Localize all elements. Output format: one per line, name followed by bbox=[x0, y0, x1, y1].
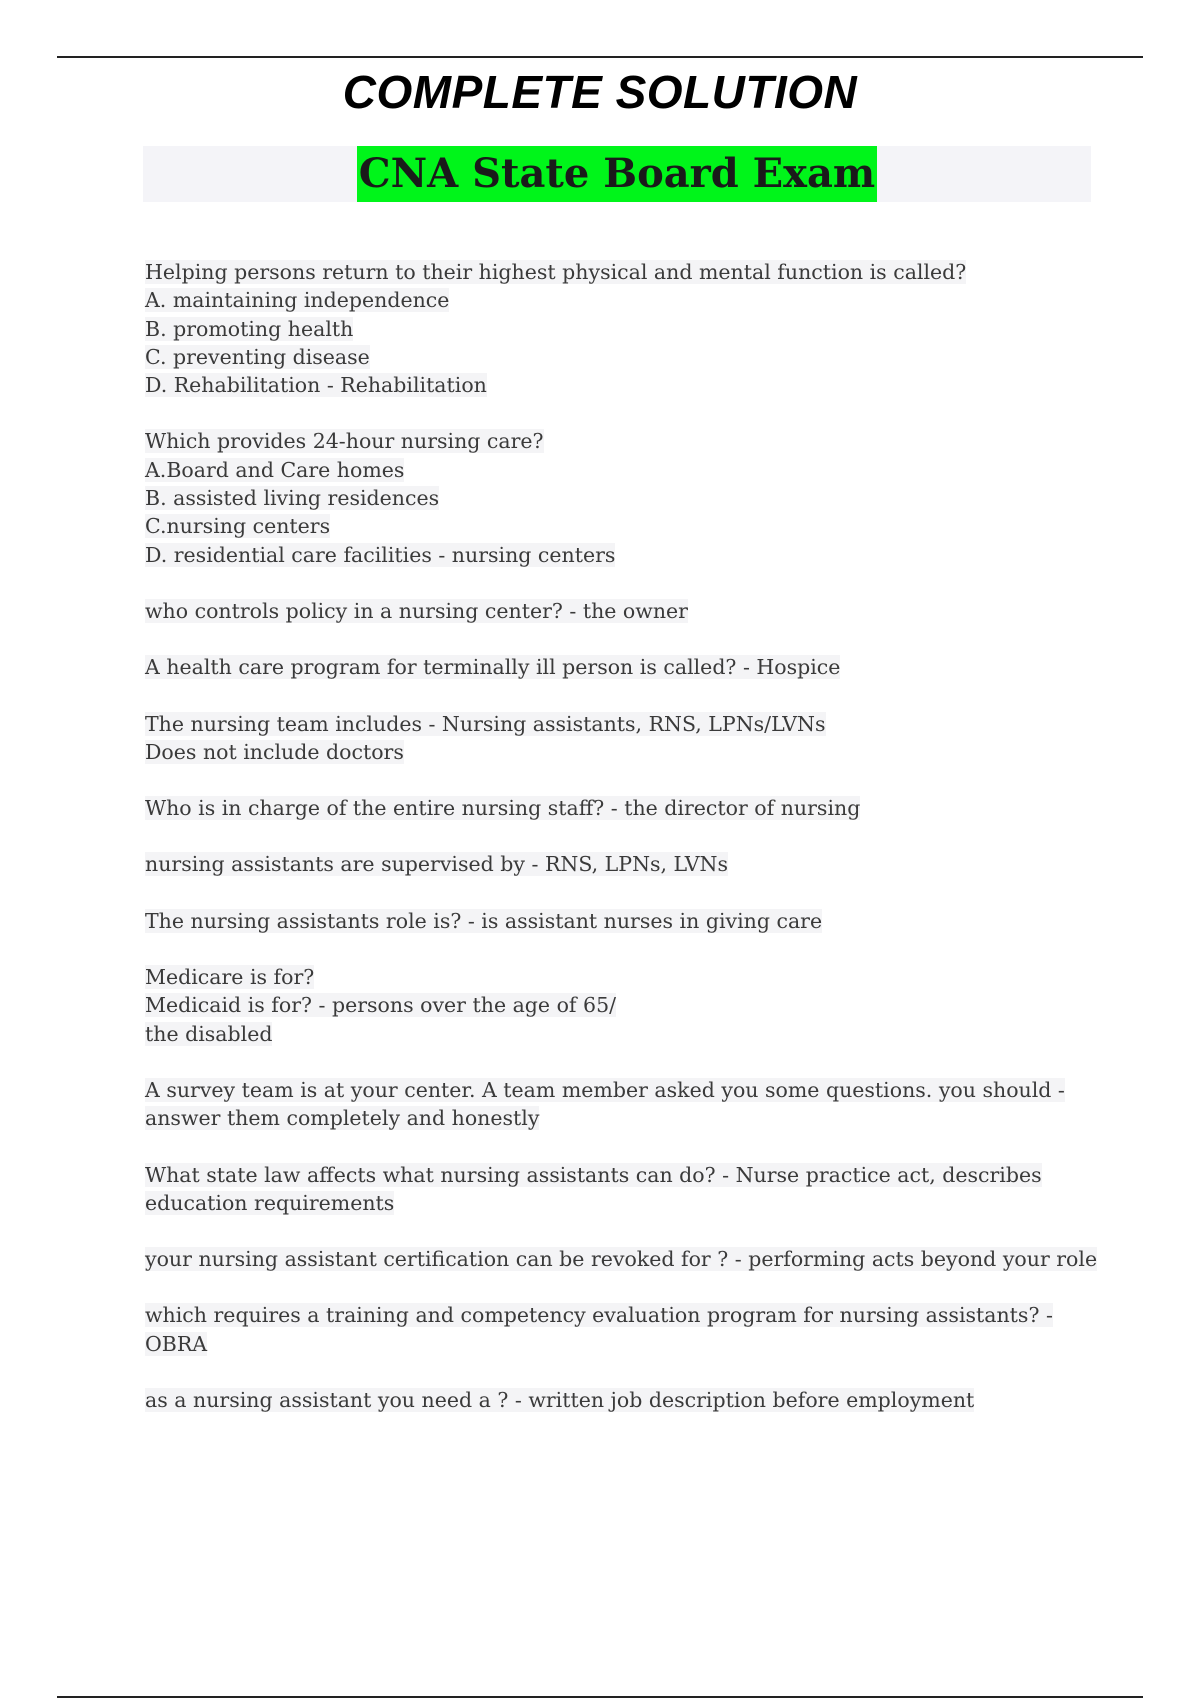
qa-line bbox=[145, 427, 1095, 455]
qa-item bbox=[145, 597, 1095, 625]
top-rule bbox=[57, 56, 1143, 58]
qa-line bbox=[145, 1076, 1095, 1104]
document-title: CNA State Board Exam bbox=[357, 146, 877, 202]
qa-line-text: answer them completely and honestly bbox=[145, 1106, 540, 1131]
qa-line bbox=[145, 1104, 1095, 1132]
qa-line bbox=[145, 1245, 1098, 1273]
qa-line bbox=[145, 286, 1095, 314]
qa-line bbox=[145, 456, 1095, 484]
header-title: COMPLETE SOLUTION bbox=[342, 66, 858, 118]
qa-line-text: nursing assistants are supervised by - RNS, LPNs, LVNs bbox=[145, 852, 728, 877]
qa-line-text: who controls policy in a nursing center? - the owner bbox=[145, 598, 688, 623]
qa-line-text: A. maintaining independence bbox=[145, 288, 450, 313]
bottom-rule bbox=[57, 1696, 1143, 1698]
qa-line bbox=[145, 1020, 1095, 1048]
qa-line bbox=[145, 991, 1095, 1019]
qa-line-text: A.Board and Care homes bbox=[145, 457, 405, 482]
qa-line bbox=[145, 484, 1095, 512]
qa-line-text: the disabled bbox=[145, 1021, 273, 1046]
qa-line bbox=[145, 315, 1095, 343]
title-band bbox=[143, 146, 1091, 202]
qa-line-text: The nursing team includes - Nursing assistants, RNS, LPNs/LVNs bbox=[145, 711, 826, 736]
qa-item bbox=[145, 850, 1095, 878]
qa-line bbox=[145, 343, 1095, 371]
qa-line bbox=[145, 597, 1095, 625]
qa-line bbox=[145, 1189, 1095, 1217]
qa-line-text: Medicaid is for? - persons over the age of 65/ bbox=[145, 993, 617, 1018]
qa-line-text: which requires a training and competency evaluation program for nursing assistants? - bbox=[145, 1303, 1053, 1328]
qa-line-text: Helping persons return to their highest physical and mental function is called? bbox=[145, 260, 967, 284]
qa-item bbox=[145, 258, 1095, 399]
qa-line bbox=[145, 653, 1095, 681]
qa-line bbox=[145, 371, 1095, 399]
qa-line bbox=[145, 738, 1095, 766]
qa-line-text: education requirements bbox=[145, 1190, 395, 1215]
qa-line bbox=[145, 963, 1095, 991]
qa-item bbox=[145, 1245, 1098, 1273]
qa-item bbox=[145, 653, 1095, 681]
qa-line-text: D. residential care facilities - nursing centers bbox=[145, 542, 616, 567]
qa-line-text: Who is in charge of the entire nursing staff? - the director of nursing bbox=[145, 796, 861, 821]
qa-line bbox=[145, 258, 1095, 286]
qa-line bbox=[145, 1330, 1095, 1358]
qa-line bbox=[145, 1161, 1095, 1189]
qa-line-text: A health care program for terminally ill person is called? - Hospice bbox=[145, 655, 841, 680]
qa-line bbox=[145, 794, 1095, 822]
qa-line-text: Medicare is for? bbox=[145, 965, 315, 990]
qa-line bbox=[145, 541, 1095, 569]
qa-item bbox=[145, 1076, 1095, 1133]
qa-line-text: The nursing assistants role is? - is assistant nurses in giving care bbox=[145, 908, 823, 933]
qa-line bbox=[145, 512, 1095, 540]
qa-line-text: What state law affects what nursing assistants can do? - Nurse practice act, describes bbox=[145, 1162, 1042, 1187]
qa-line bbox=[145, 1386, 1095, 1414]
qa-line bbox=[145, 710, 1095, 738]
question-list bbox=[145, 258, 1098, 1442]
qa-line-text: OBRA bbox=[145, 1331, 208, 1356]
qa-line-text: D. Rehabilitation - Rehabilitation bbox=[145, 373, 487, 398]
qa-line-text: A survey team is at your center. A team member asked you some questions. you should - bbox=[145, 1077, 1065, 1102]
qa-line bbox=[145, 1301, 1095, 1329]
qa-line-text: C.nursing centers bbox=[145, 514, 331, 539]
qa-line-text: C. preventing disease bbox=[145, 344, 370, 369]
qa-item bbox=[145, 794, 1095, 822]
qa-line-text: your nursing assistant certification can be revoked for ? - performing acts beyond your role bbox=[145, 1247, 1098, 1272]
qa-line bbox=[145, 850, 1095, 878]
qa-item bbox=[145, 963, 1095, 1048]
qa-line-text: as a nursing assistant you need a ? - written job description before employment bbox=[145, 1388, 975, 1413]
qa-item bbox=[145, 1161, 1095, 1218]
qa-line-text: Does not include doctors bbox=[145, 739, 404, 764]
qa-item bbox=[145, 427, 1095, 568]
qa-item bbox=[145, 1301, 1095, 1358]
qa-item bbox=[145, 710, 1095, 767]
qa-line-text: Which provides 24-hour nursing care? bbox=[145, 429, 544, 454]
qa-line-text: B. promoting health bbox=[145, 316, 354, 341]
qa-line bbox=[145, 907, 1095, 935]
qa-item bbox=[145, 1386, 1095, 1414]
qa-item bbox=[145, 907, 1095, 935]
qa-line-text: B. assisted living residences bbox=[145, 486, 440, 511]
